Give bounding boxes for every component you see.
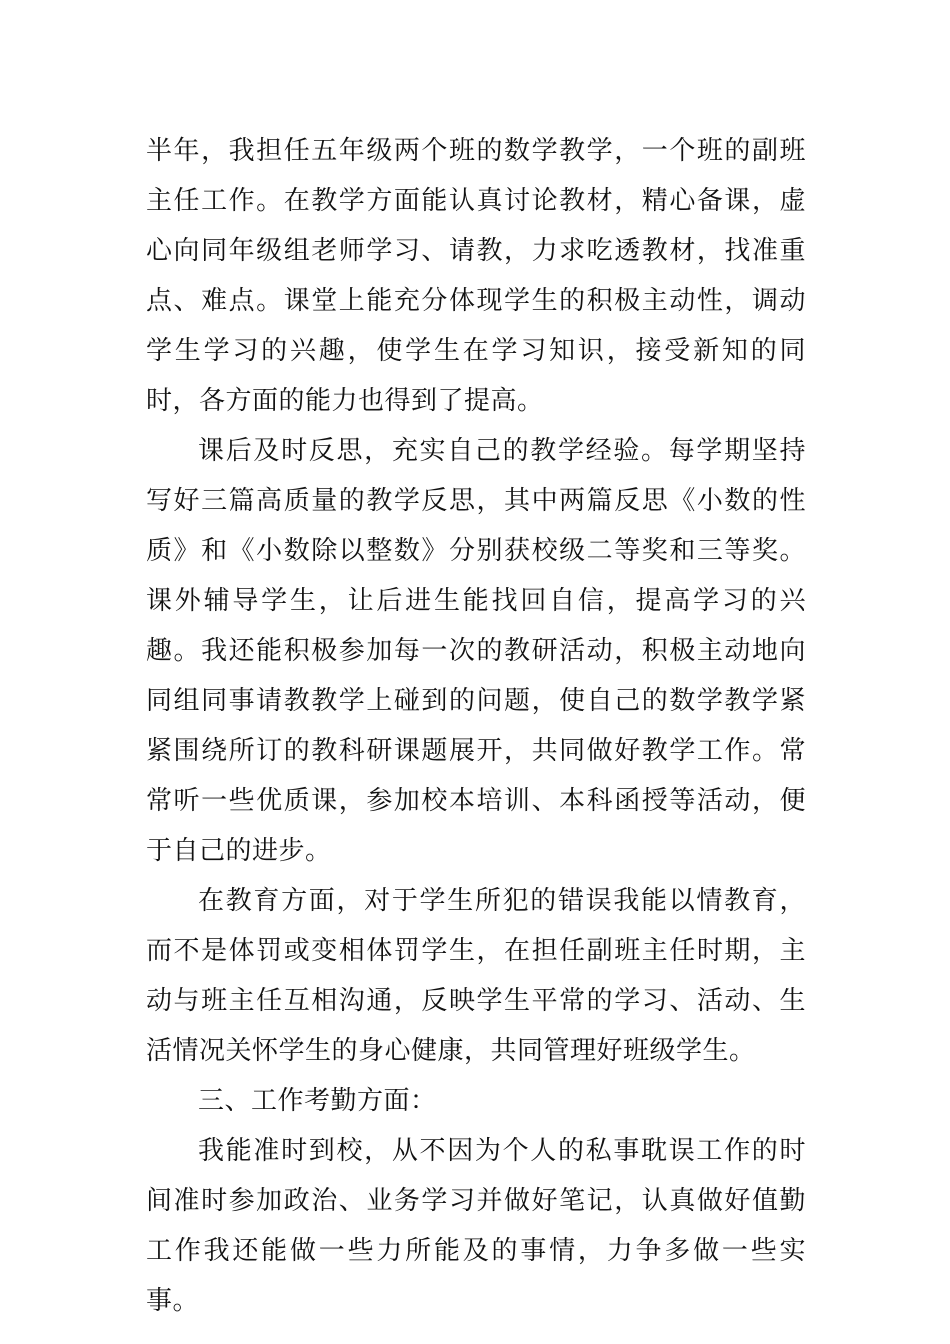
document-body	[146, 126, 806, 1326]
paragraph-1: 半年，我担任五年级两个班的数学教学，一个班的副班主任工作。在教学方面能认真讨论教材，精心备课，虚心向同年级组老师学习、请教，力求吃透教材，找准重点、难点。课堂上能充分体现学生的积极主动性，调动学生学习的兴趣，使学生在学习知识，接受新知的同时，各方面的能力也得到了提高。	[146, 136, 806, 416]
paragraph-3: 在教育方面，对于学生所犯的错误我能以情教育，而不是体罚或变相体罚学生，在担任副班主任时期，主动与班主任互相沟通，反映学生平常的学习、活动、生活情况关怀学生的身心健康，共同管理好班级学生。	[146, 886, 806, 1066]
paragraph-2: 课后及时反思，充实自己的教学经验。每学期坚持写好三篇高质量的教学反思，其中两篇反思《小数的性质》和《小数除以整数》分别获校级二等奖和三等奖。课外辅导学生，让后进生能找回自信，提高学习的兴趣。我还能积极参加每一次的教研活动，积极主动地向同组同事请教教学上碰到的问题，使自己的数学教学紧紧围绕所订的教科研课题展开，共同做好教学工作。常常听一些优质课，参加校本培训、本科函授等活动，便于自己的进步。	[146, 436, 806, 866]
section-heading-attendance: 三、工作考勤方面：	[198, 1086, 437, 1116]
paragraph-4: 我能准时到校，从不因为个人的私事耽误工作的时间准时参加政治、业务学习并做好笔记，认真做好值勤工作我还能做一些力所能及的事情，力争多做一些实事。	[146, 1136, 806, 1316]
